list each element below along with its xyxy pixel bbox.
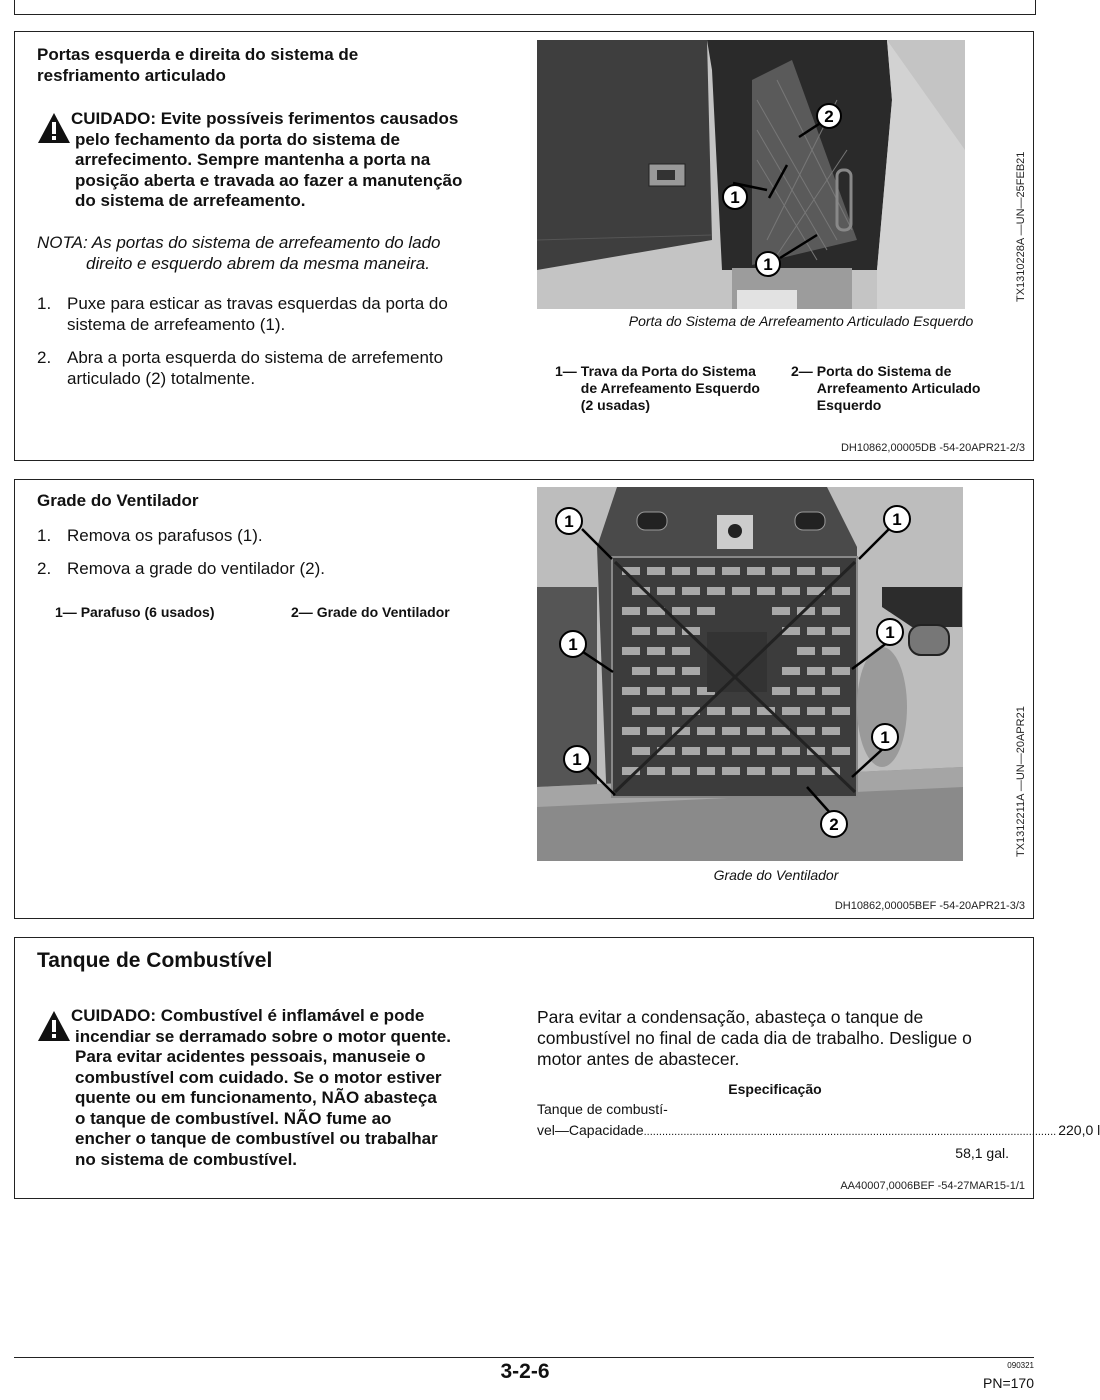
- cooling-door-photo: [537, 40, 965, 309]
- spec-leader-dots: .......................................................................................................................................: [643, 1126, 1057, 1138]
- caution-line: CUIDADO: Evite possíveis ferimentos causados: [71, 109, 459, 128]
- step-item: [37, 558, 517, 579]
- svg-text:2: 2: [824, 107, 834, 126]
- caution-line: CUIDADO: Combustível é inflamável e pode: [71, 1006, 425, 1025]
- callout-2: [821, 811, 847, 837]
- legend-number: 2—: [291, 604, 313, 620]
- footer-rule: [14, 1357, 1034, 1358]
- svg-text:1: 1: [568, 635, 578, 654]
- svg-text:1: 1: [564, 512, 574, 531]
- callout-1: [872, 724, 898, 750]
- spec-value: 58,1 gal.: [955, 1145, 1009, 1161]
- legend-text: Grade do Ventilador: [316, 604, 450, 620]
- step-number: 1.: [37, 294, 52, 313]
- section-cooling-doors: [14, 31, 1034, 461]
- title-line: Portas esquerda e direita do sistema de: [37, 45, 359, 64]
- caution-line: do sistema de arrefeamento.: [75, 191, 306, 210]
- page-number: 3-2-6: [500, 1360, 550, 1383]
- paragraph-line: motor antes de abastecer.: [537, 1049, 740, 1069]
- svg-text:1: 1: [885, 623, 895, 642]
- caution-line: pelo fechamento da porta do sistema de: [75, 129, 400, 149]
- caution-block: [71, 1006, 521, 1170]
- paragraph-line: combustível no final de cada dia de trabalho. Desligue o: [537, 1028, 972, 1048]
- spec-table: [537, 1099, 1100, 1164]
- paragraph-line: Para evitar a condensação, abasteça o tanque de: [537, 1007, 924, 1027]
- step-text: Remova os parafusos (1).: [67, 526, 263, 545]
- caution-line: combustível com cuidado. Se o motor estiver: [75, 1067, 442, 1087]
- figure-legend-item: [291, 604, 450, 621]
- spec-label: vel—Capacidade: [537, 1122, 644, 1138]
- section-id: DH10862,00005DB -54-20APR21-2/3: [840, 442, 1025, 454]
- step-item: [37, 525, 517, 546]
- figure-caption: Porta do Sistema de Arrefeamento Articulado Esquerdo: [628, 313, 974, 329]
- svg-text:1: 1: [730, 188, 740, 207]
- figure-code: TX1310228A —UN—25FEB21: [1015, 151, 1027, 302]
- section-id: DH10862,00005BEF -54-20APR21-3/3: [834, 900, 1025, 912]
- figure-legend-item: [555, 363, 785, 414]
- step-number: 2.: [37, 348, 52, 367]
- figure-legend-item: [791, 363, 1021, 414]
- section-title: Tanque de Combustível: [37, 949, 273, 972]
- figure-code: TX1312211A —UN—20APR21: [1015, 706, 1027, 857]
- section-title: [37, 44, 358, 86]
- warning-triangle-icon: [37, 1010, 71, 1042]
- svg-text:1: 1: [892, 510, 902, 529]
- legend-text: (2 usadas): [580, 397, 651, 413]
- step-number: 2.: [37, 559, 52, 578]
- cooling-door-illustration: [537, 40, 965, 309]
- caution-line: encher o tanque de combustível ou trabalhar: [75, 1129, 438, 1148]
- svg-text:1: 1: [880, 728, 890, 747]
- legend-text: Porta do Sistema de: [816, 363, 952, 379]
- page-header-box: [14, 0, 1036, 15]
- section-title: Grade do Ventilador: [37, 491, 199, 510]
- callout-1: [560, 631, 586, 657]
- callout-1: [756, 252, 780, 276]
- callout-1: [564, 746, 590, 772]
- caution-line: posição aberta e travada ao fazer a manutenção: [75, 170, 463, 190]
- footer-pn: PN=170: [983, 1375, 1034, 1391]
- legend-number: 1—: [555, 363, 577, 379]
- step-item: [37, 293, 517, 335]
- legend-text: de Arrefeamento Esquerdo: [580, 380, 760, 396]
- legend-number: 2—: [791, 363, 813, 379]
- step-text: sistema de arrefeamento (1).: [67, 315, 286, 334]
- fan-grille-illustration: [537, 487, 963, 861]
- caution-line: quente ou em funcionamento, NÃO abasteça: [75, 1088, 437, 1107]
- step-number: 1.: [37, 526, 52, 545]
- figure-caption: Grade do Ventilador: [713, 867, 839, 883]
- warning-triangle-icon: [37, 112, 71, 144]
- steps-list: [37, 293, 517, 401]
- caution-block: [71, 109, 521, 212]
- footer-date-code: 090321: [1007, 1361, 1034, 1370]
- spec-label: Tanque de combustí-: [537, 1101, 668, 1117]
- callout-1: [723, 185, 747, 209]
- step-text: articulado (2) totalmente.: [67, 369, 256, 388]
- legend-text: Arrefeamento Articulado: [816, 380, 981, 396]
- legend-number: 1—: [55, 604, 77, 620]
- svg-text:2: 2: [829, 815, 839, 834]
- legend-text: Trava da Porta do Sistema: [580, 363, 756, 379]
- page-header-text: [15, 0, 1035, 1]
- fuel-paragraph: [537, 1007, 1017, 1070]
- section-fan-grille: [14, 479, 1034, 919]
- callout-1: [556, 508, 582, 534]
- step-item: [37, 347, 517, 389]
- section-fuel-tank: [14, 937, 1100, 1199]
- legend-text: Parafuso (6 usados): [80, 604, 215, 620]
- note-line: NOTA: As portas do sistema de arrefeamento do lado: [37, 233, 441, 252]
- step-text: Puxe para esticar as travas esquerdas da porta do: [67, 294, 448, 313]
- section-id: AA40007,0006BEF -54-27MAR15-1/1: [840, 1180, 1025, 1192]
- spec-value: 220,0 l: [1058, 1122, 1100, 1138]
- svg-text:1: 1: [763, 255, 773, 274]
- callout-1: [877, 619, 903, 645]
- note-block: [37, 232, 517, 274]
- step-text: Remova a grade do ventilador (2).: [67, 559, 325, 578]
- spec-heading: Especificação: [728, 1081, 822, 1097]
- callout-2: [817, 104, 841, 128]
- caution-line: Para evitar acidentes pessoais, manuseie o: [75, 1047, 426, 1066]
- steps-list: [37, 525, 517, 591]
- fan-grille-photo: [537, 487, 963, 861]
- caution-line: no sistema de combustível.: [75, 1149, 298, 1169]
- figure-legend-item: [55, 604, 215, 621]
- svg-text:1: 1: [572, 750, 582, 769]
- title-line: resfriamento articulado: [37, 66, 226, 85]
- legend-text: Esquerdo: [816, 397, 882, 413]
- step-text: Abra a porta esquerda do sistema de arrefemento: [67, 348, 444, 367]
- note-line: direito e esquerdo abrem da mesma maneira.: [86, 254, 430, 273]
- callout-1: [884, 506, 910, 532]
- caution-line: o tanque de combustível. NÃO fume ao: [75, 1108, 392, 1128]
- caution-line: arrefecimento. Sempre mantenha a porta na: [75, 150, 431, 169]
- caution-line: incendiar se derramado sobre o motor quente.: [75, 1026, 451, 1046]
